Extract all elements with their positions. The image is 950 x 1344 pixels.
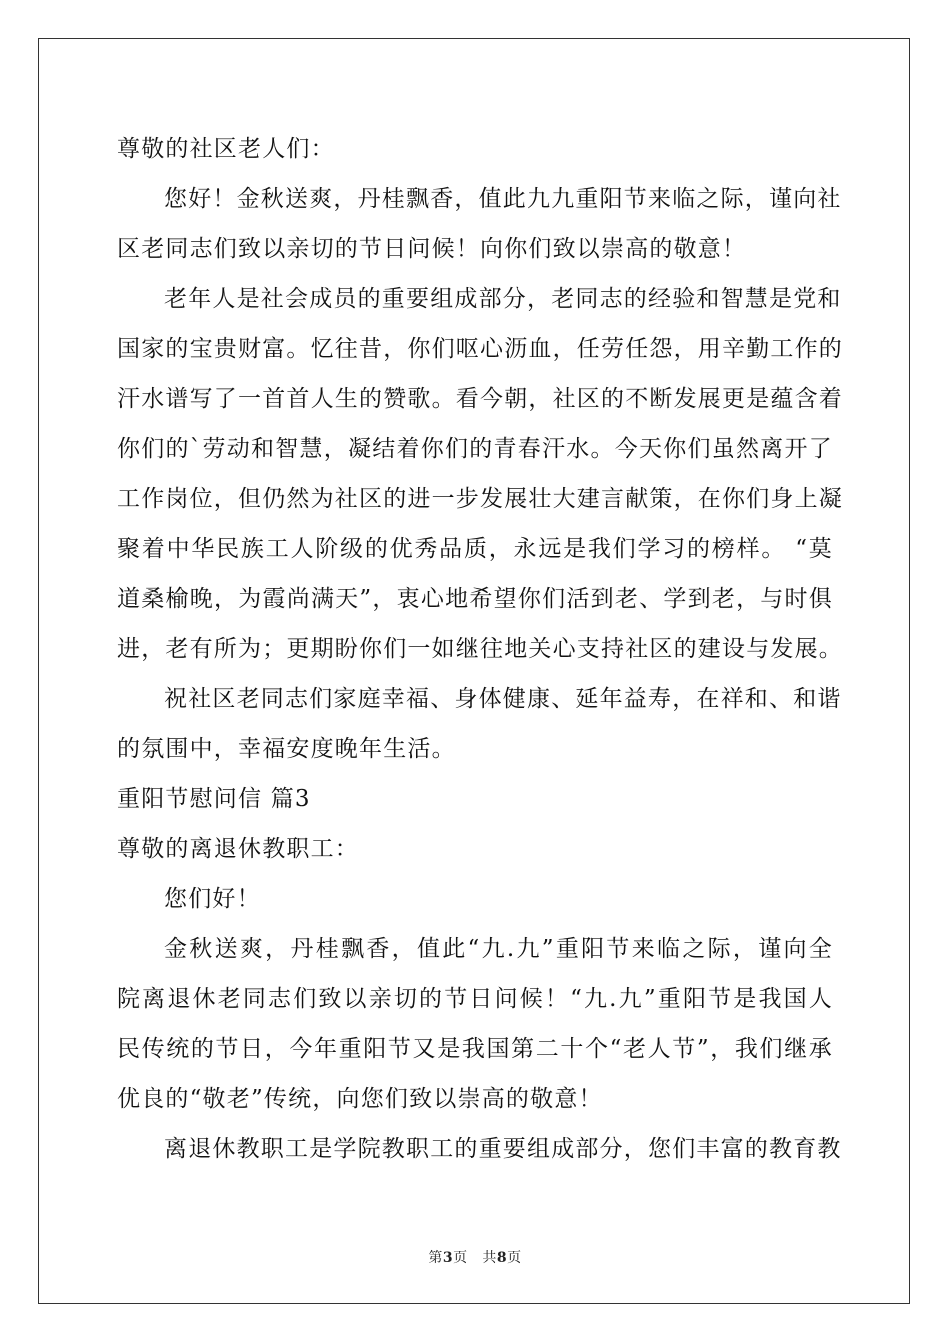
text-line: 院离退休老同志们致以亲切的节日问候！“九.九”重阳节是我国人 xyxy=(117,986,833,1012)
text-line: 优良的“敬老”传统，向您们致以崇高的敬意！ xyxy=(117,1086,603,1112)
text-line: 民传统的节日，今年重阳节又是我国第二十个“老人节”，我们继承 xyxy=(117,1036,833,1062)
text-line: 国家的宝贵财富。忆往昔，你们呕心沥血，任劳任怨，用辛勤工作的 xyxy=(117,336,843,362)
text-line: 聚着中华民族工人阶级的优秀品质，永远是我们学习的榜样。 “莫 xyxy=(117,536,833,562)
text-line: 尊敬的离退休教职工： xyxy=(117,836,359,862)
text-line: 汗水谱写了一首首人生的赞歌。看今朝，社区的不断发展更是蕴含着 xyxy=(117,386,843,412)
page-label-suffix: 页 xyxy=(453,1250,468,1266)
text-line: 祝社区老同志们家庭幸福、身体健康、延年益寿，在祥和、和谐 xyxy=(164,686,842,712)
page-label-prefix: 第 xyxy=(428,1250,443,1266)
text-line: 老年人是社会成员的重要组成部分，老同志的经验和智慧是党和 xyxy=(164,286,842,312)
page-footer xyxy=(0,1247,950,1267)
text-line: 道桑榆晚，为霞尚满天”，衷心地希望你们活到老、学到老，与时俱 xyxy=(117,586,833,612)
total-label-suffix: 页 xyxy=(507,1250,522,1266)
total-label-prefix: 共 xyxy=(482,1250,497,1266)
text-line: 区老同志们致以亲切的节日问候！向你们致以崇高的敬意！ xyxy=(117,236,747,262)
text-line: 您们好！ xyxy=(164,886,261,912)
document-body xyxy=(117,124,843,1174)
current-page-number: 3 xyxy=(442,1250,454,1266)
text-line: 工作岗位，但仍然为社区的进一步发展壮大建言献策，在你们身上凝 xyxy=(117,486,843,512)
text-line: 进，老有所为；更期盼你们一如继往地关心支持社区的建设与发展。 xyxy=(117,636,843,662)
text-line: 你们的`劳动和智慧，凝结着你们的青春汗水。今天你们虽然离开了 xyxy=(117,436,833,462)
text-line: 金秋送爽，丹桂飘香，值此“九.九”重阳节来临之际，谨向全 xyxy=(164,936,833,962)
text-line: 离退休教职工是学院教职工的重要组成部分，您们丰富的教育教 xyxy=(164,1136,842,1162)
text-line: 尊敬的社区老人们： xyxy=(117,136,335,162)
text-line: 重阳节慰问信 篇3 xyxy=(117,786,311,812)
text-line: 您好！金秋送爽，丹桂飘香，值此九九重阳节来临之际，谨向社 xyxy=(164,186,842,212)
text-line: 的氛围中，幸福安度晚年生活。 xyxy=(117,736,456,762)
total-pages-number: 8 xyxy=(496,1250,508,1266)
